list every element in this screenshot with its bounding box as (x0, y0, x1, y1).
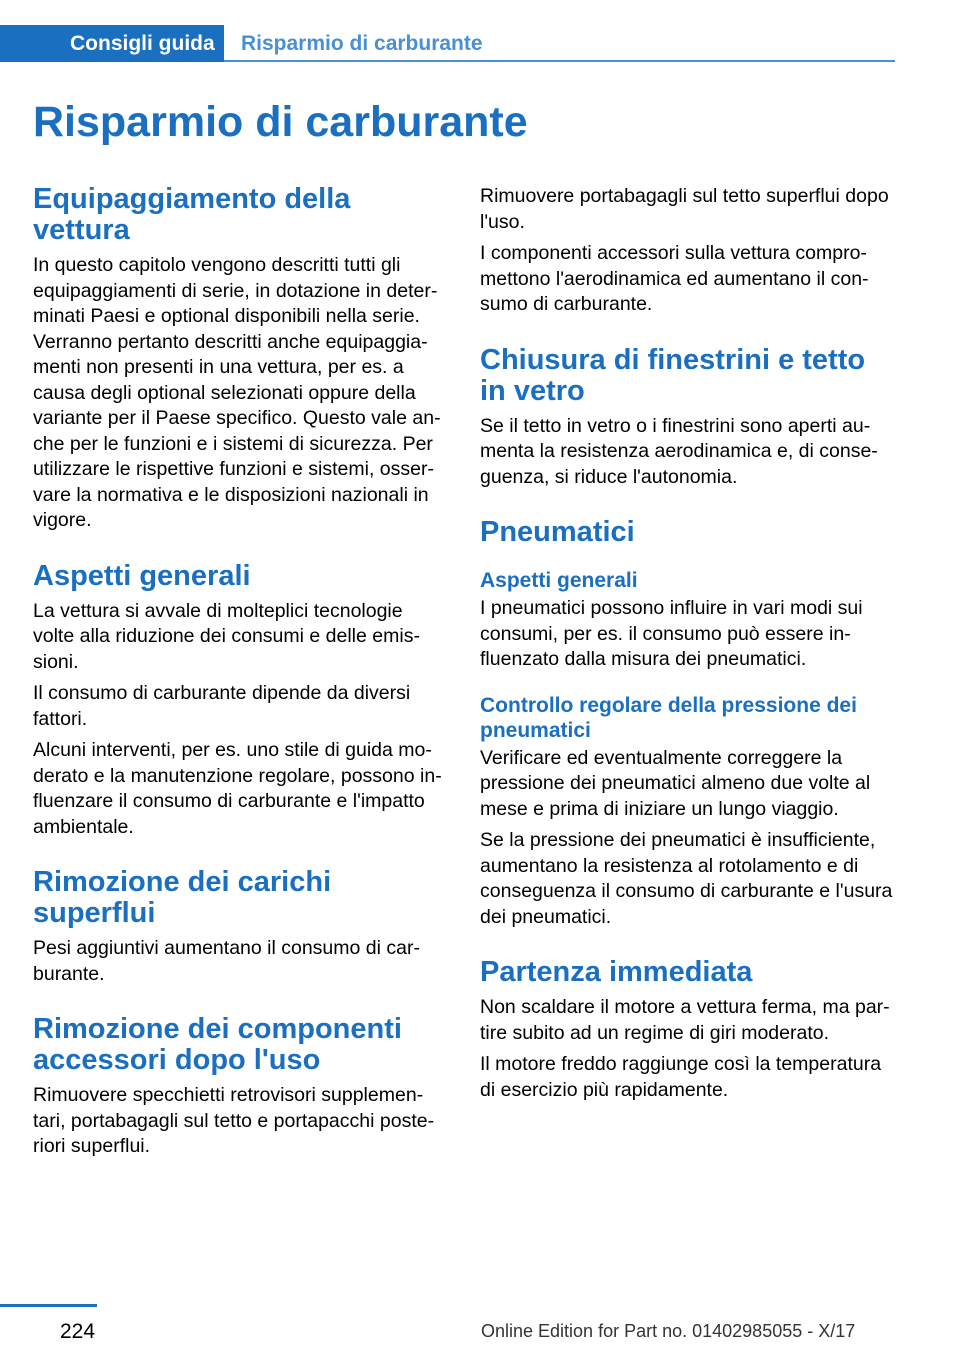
paragraph: Alcuni interventi, per es. uno stile di guida moderato e la manutenzione regolare, possono influenzare il consumo di carburante e l'impatto ambientale. (33, 739, 442, 838)
section-heading: Aspetti generali (33, 559, 251, 592)
section-continuation (480, 184, 896, 318)
subsection-tyre-pressure (480, 693, 896, 931)
section-equipment (33, 184, 449, 534)
paragraph: Se la pressione dei pneumatici è insufficiente, aumentano la resistenza al rotolamento e di conseguenza il consumo di carburante e l'usura dei pneumatici. (480, 829, 893, 928)
subsection-heading: Aspetti generali (480, 569, 638, 592)
paragraph: Il consumo di carburante dipende da diversi fattori. (33, 682, 411, 730)
section-heading: Equipaggiamento della vettura (33, 183, 351, 246)
edition-text: Online Edition for Part no. 01402985055 - X/17 (481, 1321, 856, 1341)
section-general (33, 561, 449, 841)
paragraph: Non scaldare il motore a vettura ferma, ma partire subito ad un regime di giri moderato. (480, 996, 890, 1044)
section-immediate-start (480, 957, 896, 1103)
paragraph: Il motore freddo raggiunge così la temperatura di esercizio più rapidamente. (480, 1053, 882, 1101)
section-heading: Chiusura di finestrini e tetto in vetro (480, 343, 866, 407)
section-remove-loads (33, 867, 449, 987)
paragraph: In questo capitolo vengono descritti tutti gli equipaggiamenti di serie, in dotazione in determinati Paesi e optional disponibili nella serie. Verranno pertanto descritti anche equipaggiamenti non presenti in una vettura, per es. a causa degli optional selezionati oppure della variante per il Paese specifico. Questo vale anche per le funzioni e i sistemi di sicurezza. Per utilizzare le rispettive funzioni e sistemi, osservare la normativa e le disposizioni nazionali in vigore. (33, 254, 441, 531)
chapter-tab: Consigli guida (0, 25, 224, 62)
paragraph: I componenti accessori sulla vettura compromettono l'aerodinamica ed aumentano il consumo di carburante. (480, 242, 869, 315)
paragraph: Se il tetto in vetro o i finestrini sono aperti aumenta la resistenza aerodinamica e, di conseguenza, si riduce l'autonomia. (480, 414, 878, 488)
paragraph: Verificare ed eventualmente correggere la pressione dei pneumatici almeno due volte al mese e prima di iniziare un lungo viaggio. (480, 746, 871, 820)
page-number: 224 (60, 1320, 96, 1343)
section-heading: Rimozione dei carichi superflui (33, 866, 332, 929)
header-divider (224, 60, 895, 62)
section-heading: Partenza immediata (480, 956, 753, 988)
page-title: Risparmio di carburante (33, 98, 528, 146)
section-tyres (480, 517, 896, 930)
section-remove-accessories (33, 1014, 449, 1160)
right-column (480, 184, 896, 1109)
paragraph: Rimuovere specchietti retrovisori supplementari, portabagagli sul tetto e portapacchi posteriori superflui. (33, 1084, 435, 1157)
section-windows (480, 345, 896, 491)
paragraph: I pneumatici possono influire in vari modi sui consumi, per es. il consumo può essere influenzato dalla misura dei pneumatici. (480, 597, 863, 670)
paragraph: La vettura si avvale di molteplici tecnologie volte alla riduzione dei consumi e delle emissioni. (33, 599, 420, 673)
footer-divider (0, 1304, 97, 1307)
left-column (33, 184, 449, 1166)
subsection-tyres-general (480, 568, 896, 673)
subsection-heading: Controllo regolare della pressione dei pneumatici (480, 693, 857, 742)
section-heading: Pneumatici (480, 516, 635, 548)
paragraph: Pesi aggiuntivi aumentano il consumo di carburante. (33, 937, 420, 985)
section-tab: Risparmio di carburante (241, 32, 483, 55)
paragraph: Rimuovere portabagagli sul tetto superflui dopo l'uso. (480, 185, 889, 233)
page-header (0, 0, 960, 70)
section-heading: Rimozione dei componenti accessori dopo l'uso (33, 1013, 402, 1076)
